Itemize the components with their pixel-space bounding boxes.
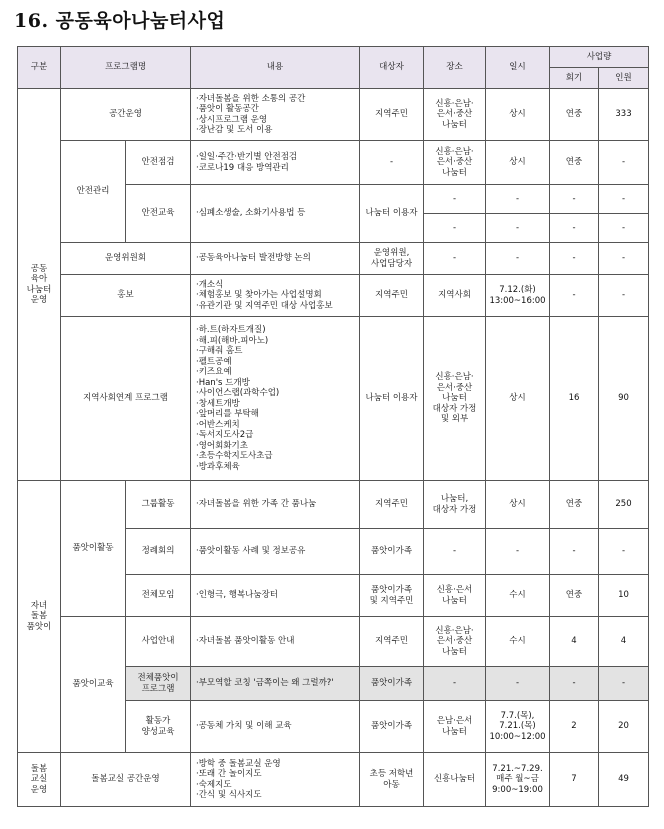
- sessions-cell: 연중: [550, 89, 599, 141]
- text-line: 지역주민: [375, 109, 408, 120]
- people-cell: 4: [599, 617, 649, 667]
- text-line: ·상시프로그램 운영: [196, 114, 268, 125]
- sessions-cell: 7: [550, 753, 599, 807]
- content-cell: [191, 575, 360, 617]
- text-line: 상시: [509, 157, 526, 168]
- table-row: [18, 243, 649, 275]
- text-line: 교실: [30, 774, 48, 785]
- target-cell: [360, 317, 424, 481]
- text-line: 공동: [30, 263, 48, 274]
- text-line: 초등 저학년: [369, 769, 414, 779]
- text-line: 프로그램: [141, 683, 175, 694]
- people-cell: 333: [599, 89, 649, 141]
- header-people: 인원: [599, 68, 649, 89]
- text-line: 운영: [30, 784, 48, 795]
- people-cell: 250: [599, 481, 649, 529]
- place-cell: [424, 141, 486, 185]
- text-line: 육아: [30, 274, 48, 284]
- place-cell: [424, 575, 486, 617]
- text-line: ·방학 중 돌봄교실 운영: [196, 758, 281, 769]
- table-row: [18, 753, 649, 807]
- table-row: [18, 317, 649, 481]
- text-line: 나눔터 이용자: [365, 393, 418, 404]
- header-target: 대상자: [360, 47, 424, 89]
- program-name: 정례회의: [126, 529, 191, 575]
- place-cell: [424, 753, 486, 807]
- target-cell: [360, 185, 424, 243]
- text-line: 나눔터,: [440, 494, 469, 504]
- people-cell: -: [599, 529, 649, 575]
- sessions-cell: 연중: [550, 141, 599, 185]
- program-name: 돌봄교실 공간운영: [61, 753, 191, 807]
- text-line: ·심폐소생술, 소화기사용법 등: [196, 208, 306, 219]
- text-line: ·코로나19 대응 방역관리: [196, 162, 289, 173]
- place-cell: [424, 529, 486, 575]
- text-line: 나눔터: [442, 595, 467, 606]
- content-cell: [191, 275, 360, 317]
- sessions-cell: -: [550, 243, 599, 275]
- text-line: 및 외부: [440, 414, 469, 425]
- text-line: -: [515, 253, 520, 264]
- text-line: ·방과후체육: [196, 461, 240, 472]
- text-line: 7.21.~7.29.: [492, 763, 543, 774]
- text-line: -: [389, 157, 394, 168]
- text-line: ·펠트공예: [196, 356, 232, 367]
- sessions-cell: 16: [550, 317, 599, 481]
- date-cell: [486, 575, 550, 617]
- sessions-cell: -: [550, 275, 599, 317]
- text-line: 나눔터: [442, 167, 467, 178]
- text-line: 사업담당자: [370, 258, 413, 269]
- text-line: 전체품앗이: [137, 673, 179, 683]
- text-line: ·자녀돌봄을 위한 가족 간 품나눔: [196, 499, 317, 510]
- target-cell: [360, 275, 424, 317]
- sessions-cell: -: [550, 667, 599, 701]
- table-row: [18, 617, 649, 667]
- text-line: 나눔터: [442, 646, 467, 657]
- date-cell: [486, 214, 550, 243]
- text-line: 돌봄: [30, 763, 48, 774]
- sessions-cell: 연중: [550, 481, 599, 529]
- date-cell: [486, 243, 550, 275]
- text-line: 신흥·은남·: [435, 625, 474, 636]
- place-cell: [424, 481, 486, 529]
- text-line: ·창세트개방: [196, 398, 240, 409]
- text-line: 수시: [509, 590, 526, 601]
- text-line: ·하.트(하자트개질): [196, 325, 266, 335]
- content-cell: [191, 185, 360, 243]
- text-line: -: [452, 678, 457, 689]
- text-line: 은서·중산: [436, 636, 473, 647]
- target-cell: [360, 667, 424, 701]
- text-line: 돌봄: [30, 611, 48, 622]
- target-cell: [360, 481, 424, 529]
- table-row: [18, 275, 649, 317]
- text-line: 7.21.(목): [499, 721, 536, 732]
- text-line: ·구해줘 홈트: [196, 346, 243, 356]
- target-cell: [360, 575, 424, 617]
- text-line: -: [452, 253, 457, 264]
- text-line: 은서·중산: [436, 109, 473, 120]
- text-line: 신흥·은남·: [435, 98, 474, 109]
- content-cell: [191, 317, 360, 481]
- sub-group-label: 품앗이교육: [61, 617, 126, 753]
- group-label: [18, 89, 61, 481]
- text-line: ·품앗이활동 사례 및 정보공유: [196, 546, 306, 557]
- people-cell: -: [599, 243, 649, 275]
- program-name: 공간운영: [61, 89, 191, 141]
- text-line: ·자녀돌봄을 위한 소통의 공간: [196, 93, 306, 104]
- text-line: 나눔터: [442, 393, 467, 404]
- sub-group-label: 안전관리: [61, 141, 126, 243]
- people-cell: -: [599, 185, 649, 214]
- program-name: 전체모임: [126, 575, 191, 617]
- header-content: 내용: [191, 47, 360, 89]
- date-cell: [486, 529, 550, 575]
- date-cell: [486, 185, 550, 214]
- text-line: 13:00~16:00: [489, 295, 546, 306]
- target-cell: [360, 89, 424, 141]
- text-line: ·인형극, 행복나눔장터: [196, 590, 279, 601]
- text-line: ·키즈요예: [196, 367, 232, 377]
- text-line: ·숙제지도: [196, 779, 232, 790]
- date-cell: [486, 481, 550, 529]
- text-line: -: [515, 678, 520, 689]
- text-line: ·독서지도사2급: [196, 430, 254, 440]
- text-line: 품앗이: [26, 621, 52, 632]
- sessions-cell: -: [550, 214, 599, 243]
- program-name: 운영위원회: [61, 243, 191, 275]
- text-line: ·또래 간 놀이지도: [196, 769, 262, 779]
- text-line: 양성교육: [141, 726, 175, 737]
- text-line: 신흥·은남·: [435, 146, 474, 157]
- target-cell: [360, 617, 424, 667]
- text-line: 품앗이가족: [370, 546, 413, 557]
- header-program: 프로그램명: [61, 47, 191, 89]
- group-label: [18, 481, 61, 753]
- text-line: -: [515, 222, 520, 233]
- place-cell: [424, 275, 486, 317]
- text-line: 신흥·은서: [436, 585, 473, 595]
- text-line: -: [452, 222, 457, 233]
- date-cell: [486, 667, 550, 701]
- people-cell: -: [599, 275, 649, 317]
- header-place: 장소: [424, 47, 486, 89]
- text-line: ·자녀돌봄 품앗이활동 안내: [196, 636, 295, 647]
- text-line: 7.12.(화): [499, 285, 536, 295]
- content-cell: [191, 529, 360, 575]
- text-line: ·앞머리를 부탁해: [196, 409, 259, 419]
- program-name: 안전점검: [126, 141, 191, 185]
- text-line: 9:00~19:00: [492, 784, 543, 795]
- text-line: 활동가: [145, 716, 171, 726]
- content-cell: [191, 141, 360, 185]
- people-cell: 20: [599, 701, 649, 753]
- text-line: 지역주민: [375, 636, 408, 647]
- text-line: 대상자 가정: [432, 504, 477, 515]
- text-line: 지역주민: [375, 290, 408, 301]
- sessions-cell: -: [550, 185, 599, 214]
- text-line: 운영: [30, 295, 48, 305]
- text-line: 신흥나눔터: [433, 774, 476, 785]
- text-line: ·품앗이 활동공간: [196, 104, 259, 114]
- program-name: 그룹활동: [126, 481, 191, 529]
- text-line: 대상자 가정: [432, 403, 477, 414]
- date-cell: [486, 701, 550, 753]
- content-cell: [191, 481, 360, 529]
- people-cell: -: [599, 214, 649, 243]
- place-cell: [424, 317, 486, 481]
- text-line: ·간식 및 식사지도: [196, 790, 262, 800]
- content-cell: [191, 753, 360, 807]
- text-line: 나눔터 이용자: [365, 208, 418, 219]
- place-cell: [424, 617, 486, 667]
- text-line: 상시: [509, 393, 526, 404]
- text-line: 아동: [383, 779, 400, 790]
- header-division: 구분: [18, 47, 61, 89]
- program-name: [126, 701, 191, 753]
- program-table: [17, 46, 649, 807]
- text-line: 7.7.(목),: [500, 710, 535, 721]
- text-line: 나눔터: [442, 726, 467, 737]
- sessions-cell: -: [550, 529, 599, 575]
- text-line: 은남·은서: [436, 716, 473, 726]
- text-line: -: [452, 546, 457, 557]
- date-cell: [486, 141, 550, 185]
- program-name: 홍보: [61, 275, 191, 317]
- date-cell: [486, 617, 550, 667]
- text-line: ·일일·주간·반기별 안전점검: [196, 152, 298, 162]
- content-cell: [191, 701, 360, 753]
- sessions-cell: 2: [550, 701, 599, 753]
- text-line: 은서·중산: [436, 382, 473, 393]
- place-cell: [424, 89, 486, 141]
- date-cell: [486, 317, 550, 481]
- text-line: ·Han's 드개방: [196, 377, 250, 388]
- place-cell: [424, 667, 486, 701]
- text-line: 운영위원,: [373, 248, 410, 258]
- target-cell: [360, 141, 424, 185]
- text-line: ·체험홍보 및 찾아가는 사업설명회: [196, 290, 322, 301]
- place-cell: [424, 185, 486, 214]
- text-line: ·유관기관 및 지역주민 대상 사업홍보: [196, 300, 333, 311]
- text-line: 품앗이가족: [370, 585, 413, 595]
- text-line: 상시: [509, 109, 526, 120]
- text-line: 매주 월~금: [496, 774, 539, 785]
- text-line: 나눔터: [442, 119, 467, 130]
- text-line: 품앗이가족: [370, 678, 413, 689]
- content-cell: [191, 89, 360, 141]
- people-cell: -: [599, 141, 649, 185]
- text-line: 수시: [509, 636, 526, 647]
- text-line: ·사이언스랩(과학수업): [196, 388, 280, 398]
- text-line: -: [515, 546, 520, 557]
- text-line: ·개소식: [196, 279, 224, 290]
- group-label: [18, 753, 61, 807]
- text-line: 지역사회: [438, 290, 471, 301]
- content-cell: [191, 617, 360, 667]
- table-row: [18, 89, 649, 141]
- text-line: 지역주민: [375, 499, 408, 510]
- text-line: -: [452, 193, 457, 204]
- content-cell: [191, 667, 360, 701]
- header-date: 일시: [486, 47, 550, 89]
- program-name: 안전교육: [126, 185, 191, 243]
- header-sessions: 회기: [550, 68, 599, 89]
- text-line: 상시: [509, 499, 526, 510]
- text-line: ·해.피(해바.피아노): [196, 335, 269, 346]
- text-line: 품앗이가족: [370, 721, 413, 732]
- text-line: ·초등수학지도사초급: [196, 451, 273, 461]
- text-line: 나눔터: [26, 284, 52, 295]
- people-cell: 49: [599, 753, 649, 807]
- target-cell: [360, 243, 424, 275]
- target-cell: [360, 701, 424, 753]
- page-title: 16. 공동육아나눔터사업: [14, 10, 226, 32]
- text-line: 자녀: [30, 600, 48, 611]
- date-cell: [486, 275, 550, 317]
- text-line: 은서·중산: [436, 157, 473, 168]
- people-cell: 90: [599, 317, 649, 481]
- target-cell: [360, 529, 424, 575]
- text-line: ·영어회화기초: [196, 440, 248, 451]
- table-row: [18, 481, 649, 529]
- date-cell: [486, 753, 550, 807]
- place-cell: [424, 243, 486, 275]
- sessions-cell: 연중: [550, 575, 599, 617]
- text-line: -: [515, 193, 520, 204]
- sub-group-label: 품앗이활동: [61, 481, 126, 617]
- text-line: 10:00~12:00: [489, 731, 546, 742]
- text-line: 신흥·은남·: [435, 372, 474, 383]
- text-line: ·장난감 및 도서 이용: [196, 125, 273, 135]
- table-row: [18, 141, 649, 185]
- text-line: 및 지역주민: [369, 595, 414, 606]
- header-volume: 사업량: [550, 47, 649, 68]
- place-cell: [424, 701, 486, 753]
- text-line: ·부모역할 코칭 '금쪽이는 왜 그럴까?': [196, 678, 334, 689]
- text-line: ·어반스케치: [196, 419, 240, 430]
- program-name: [126, 667, 191, 701]
- content-cell: [191, 243, 360, 275]
- text-line: ·공동체 가치 및 이해 교육: [196, 721, 292, 732]
- date-cell: [486, 89, 550, 141]
- target-cell: [360, 753, 424, 807]
- place-cell: [424, 214, 486, 243]
- people-cell: -: [599, 667, 649, 701]
- sessions-cell: 4: [550, 617, 599, 667]
- program-name: 지역사회연계 프로그램: [61, 317, 191, 481]
- program-name: 사업안내: [126, 617, 191, 667]
- text-line: ·공동육아나눔터 발전방향 논의: [196, 253, 311, 264]
- people-cell: 10: [599, 575, 649, 617]
